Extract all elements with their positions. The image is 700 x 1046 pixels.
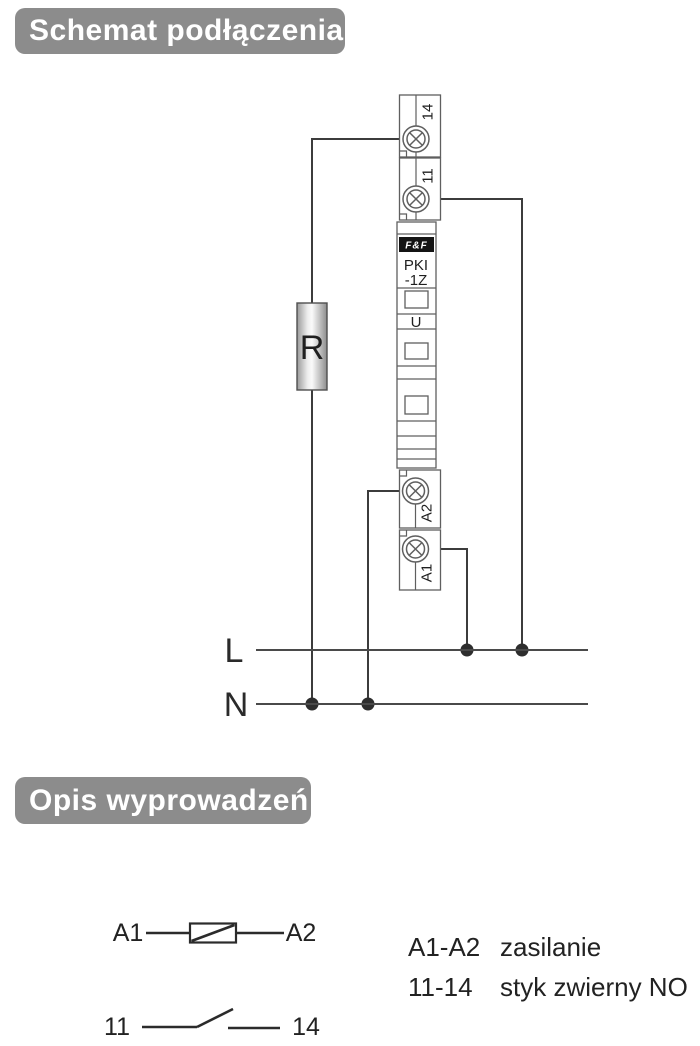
contact-symbol [104,1009,320,1041]
contact-left-label: 11 [104,1013,130,1041]
screw-terminal-a1 [403,536,429,562]
terminal-block-14 [400,95,441,157]
pinout-diagram [60,880,360,1046]
legend-pins: 11-14 [408,972,473,1002]
screw-terminal-11 [403,186,429,212]
wire-a2-to-neutral [362,491,401,711]
screw-terminal-a2 [403,478,429,504]
connection-diagram [0,80,700,740]
model-label-line1: PKI [403,257,429,274]
legend-desc: styk zwierny NO [500,972,688,1002]
connection-section-header: Schemat podłączenia [15,8,345,54]
module-body [397,222,436,468]
terminal-block-11 [400,158,441,220]
brand-logo-text: F&F [405,240,428,252]
wire-resistor-to-neutral [306,390,319,711]
legend-row-coil [408,927,688,967]
terminal-14-label: 14 [419,103,437,121]
terminal-a1-label: A1 [418,563,436,583]
resistor [297,303,327,390]
coil-symbol [113,919,317,947]
terminal-block-a1 [400,530,441,590]
coil-right-label: A2 [285,919,317,947]
resistor-label: R [299,329,325,367]
terminal-a2-label: A2 [418,503,436,523]
neutral-label: N [223,686,249,724]
wire-a1-to-phase [438,549,474,657]
pinout-section-header: Opis wyprowadzeń [15,777,311,824]
terminal-11-label: 11 [419,168,437,184]
screw-terminal-14 [403,126,429,152]
indicator-window [405,396,428,414]
terminal-block-a2 [400,470,441,528]
relay-module [397,95,441,590]
indicator-window [405,291,428,308]
wire-11-to-phase [438,199,529,657]
wire-14-to-resistor [312,139,400,303]
voltage-indicator-label: U [410,314,422,331]
legend-desc: zasilanie [500,932,602,962]
contact-right-label: 14 [292,1013,320,1041]
model-label-line2: -1Z [404,272,428,289]
legend-row-contact [408,967,688,1007]
pinout-legend [408,927,688,1007]
legend-pins: A1-A2 [408,932,481,962]
indicator-window [405,343,428,359]
phase-label: L [224,632,244,670]
coil-left-label: A1 [112,919,144,947]
